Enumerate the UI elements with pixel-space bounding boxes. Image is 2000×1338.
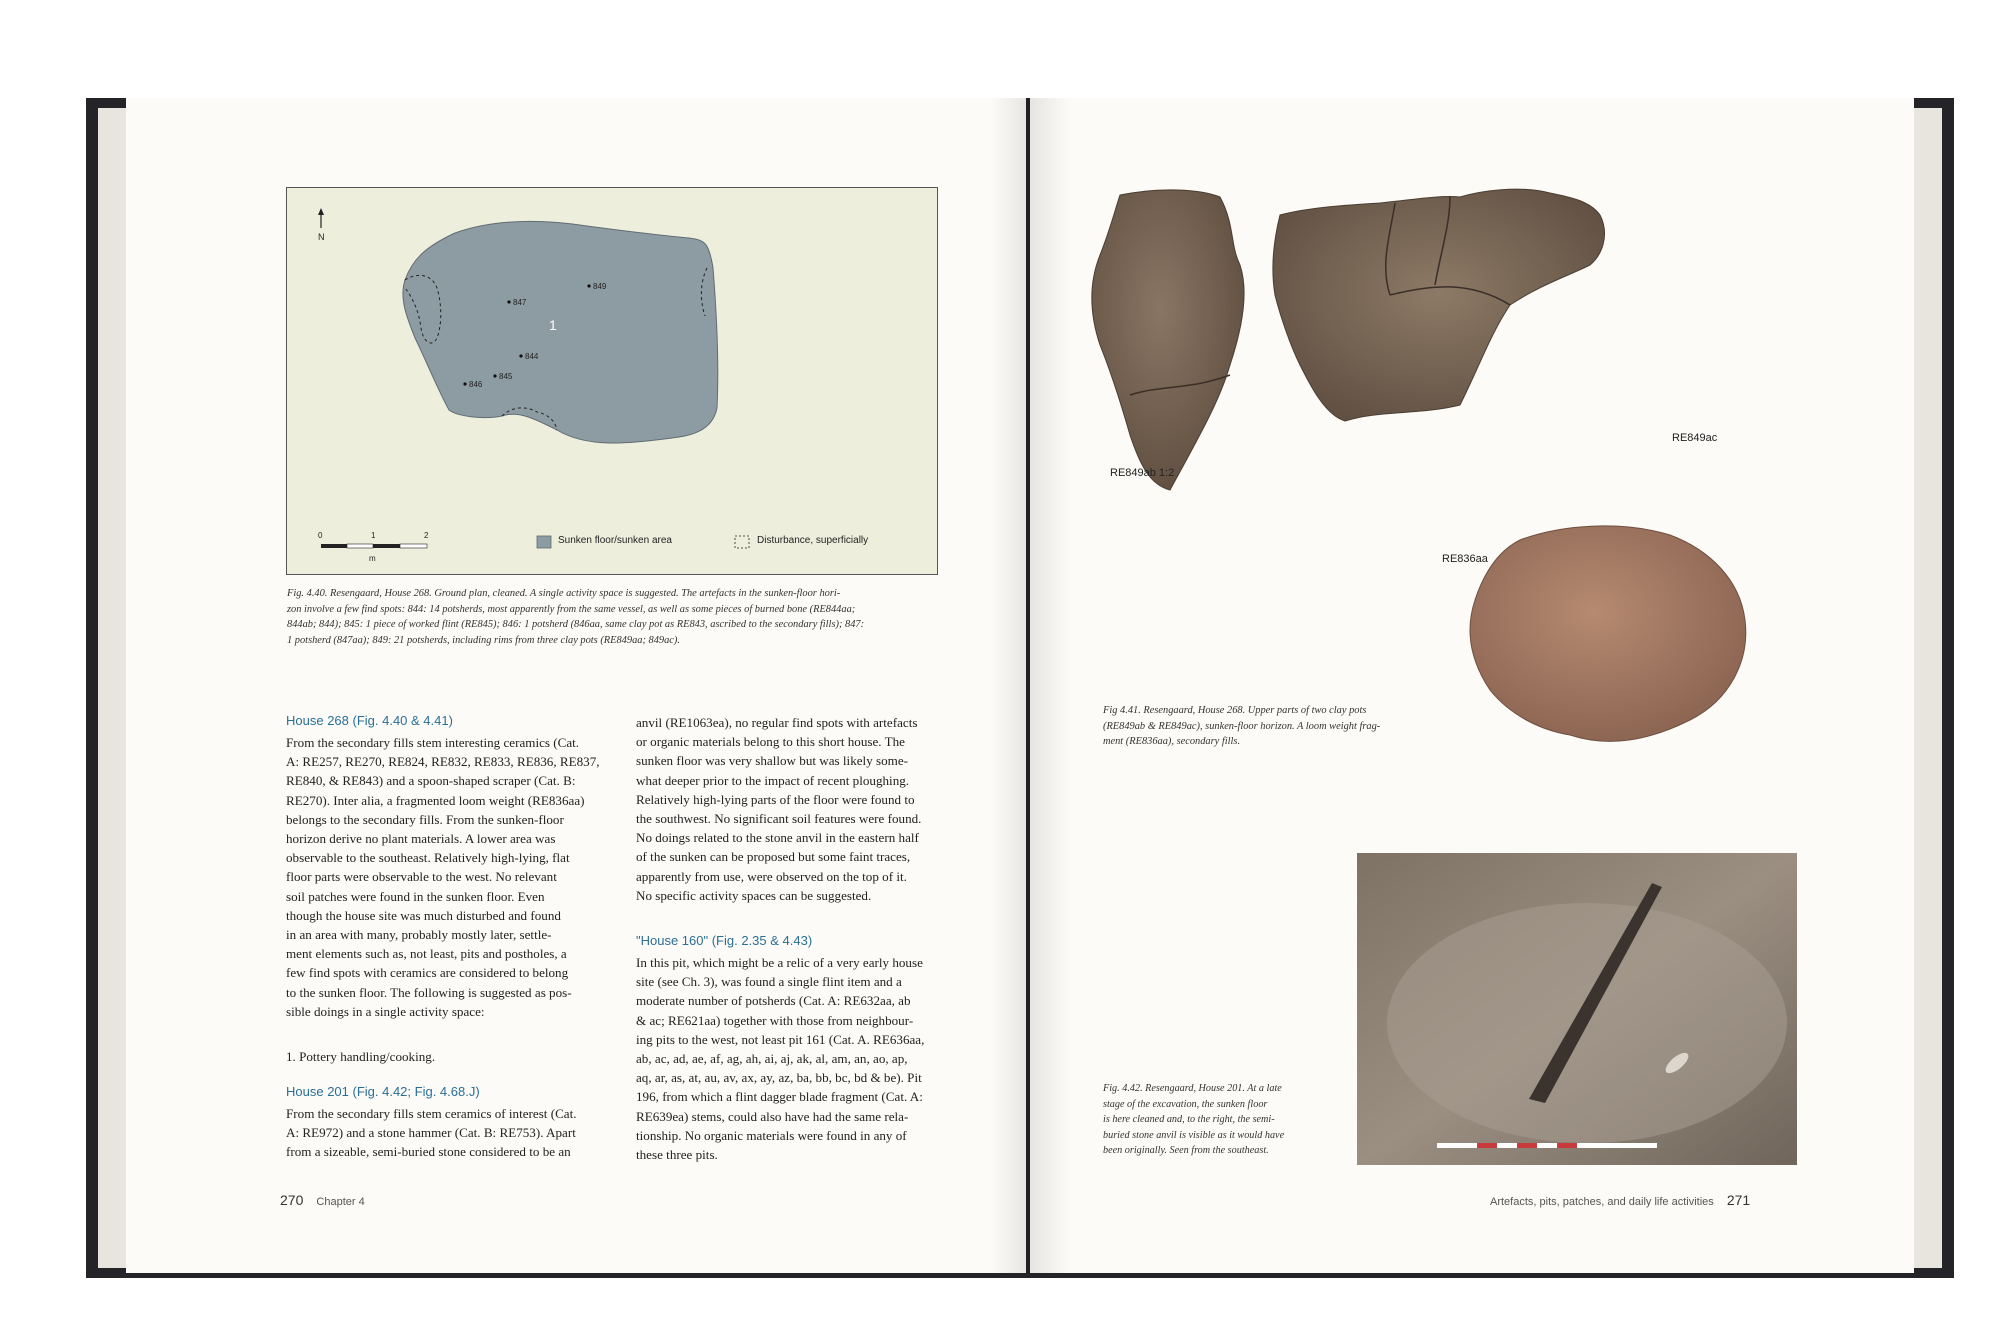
text-line: or organic materials belong to this short house. The xyxy=(636,734,905,750)
north-arrow-head-icon xyxy=(318,208,324,215)
label-re849ac: RE849ac xyxy=(1672,432,1718,444)
ground-plan-figure xyxy=(286,187,938,575)
text-line: what deeper prior to the impact of recent ploughing. xyxy=(636,772,910,788)
scale-tick-1: 1 xyxy=(371,531,376,540)
caption-line: 844ab; 844); 845: 1 piece of worked flint (RE845); 846: 1 potsherd (846aa, same clay pot as RE843, ascribed to the secondary fills); 847: xyxy=(287,619,865,631)
heading-house-201: House 201 (Fig. 4.42; Fig. 4.68.J) xyxy=(286,1084,480,1099)
ground-plan-svg xyxy=(287,188,939,576)
text-line: though the house site was much disturbed and found xyxy=(286,907,561,923)
text-line: RE270). Inter alia, a fragmented loom weight (RE836aa) xyxy=(286,792,585,808)
running-title: Artefacts, pits, patches, and daily life activities xyxy=(1490,1196,1714,1208)
text-line: & ac; RE621aa) together with those from neighbour- xyxy=(636,1012,914,1028)
left-page-footer xyxy=(280,1192,365,1208)
spot-849: 849 xyxy=(593,282,607,291)
right-page-edges xyxy=(1912,108,1942,1268)
text-line: horizon derive no plant materials. A lower area was xyxy=(286,831,556,847)
loom-weight-photo xyxy=(1460,520,1760,750)
legend-sunken-swatch xyxy=(537,536,551,548)
pottery-photo xyxy=(1090,185,1810,515)
heading-house-268: House 268 (Fig. 4.40 & 4.41) xyxy=(286,713,453,728)
caption-line: ment (RE836aa), secondary fills. xyxy=(1103,736,1241,748)
spot-846: 846 xyxy=(469,380,483,389)
text-line: RE639ea) stems, could also have had the same rela- xyxy=(636,1108,909,1124)
text-line: apparently from use, were observed on the top of it. xyxy=(636,868,907,884)
caption-line: buried stone anvil is visible as it would have xyxy=(1103,1129,1285,1141)
heading-house-160: "House 160" (Fig. 2.35 & 4.43) xyxy=(636,933,813,948)
text-line: sunken floor was very shallow but was likely some- xyxy=(636,753,909,769)
label-re836aa: RE836aa xyxy=(1442,553,1488,565)
text-line: sible doings in a single activity space: xyxy=(286,1003,485,1019)
scale-tick-2: 2 xyxy=(424,531,429,540)
text-line: the southwest. No significant soil features were found. xyxy=(636,811,922,827)
text-line: observable to the southeast. Relatively high-lying, flat xyxy=(286,850,570,866)
chapter-label: Chapter 4 xyxy=(316,1196,365,1208)
caption-line: 1 potsherd (847aa); 849: 21 potsherds, including rims from three clay pots (RE849aa; 849ac). xyxy=(287,634,680,646)
caption-line: Fig. 4.42. Resengaard, House 201. At a late xyxy=(1103,1083,1282,1094)
text-line: floor parts were observable to the west. No relevant xyxy=(286,869,557,885)
spot-847: 847 xyxy=(513,298,527,307)
text-line: soil patches were found in the sunken floor. Even xyxy=(286,888,545,904)
right-page-footer xyxy=(1490,1192,1750,1208)
measuring-rod xyxy=(1437,1143,1657,1148)
caption-line: is here cleaned and, to the right, the semi- xyxy=(1103,1114,1275,1126)
text-line: aq, ar, as, at, au, av, ax, ay, az, ba, bb, bc, bd & be). Pit xyxy=(636,1070,922,1086)
column-2-para-2 xyxy=(636,953,966,1164)
text-line: RE840, & RE843) and a spoon-shaped scraper (Cat. B: xyxy=(286,773,576,789)
text-line: No doings related to the stone anvil in the eastern half xyxy=(636,830,919,846)
text-line: moderate number of potsherds (Cat. A: RE632aa, ab xyxy=(636,993,911,1009)
text-line: No specific activity spaces can be suggested. xyxy=(636,887,872,903)
spot-845: 845 xyxy=(499,372,513,381)
figure-4-41-caption xyxy=(1103,703,1433,750)
caption-line: Fig 4.41. Resengaard, House 268. Upper parts of two clay pots xyxy=(1103,705,1367,716)
figure-4-42-caption xyxy=(1103,1081,1353,1159)
text-line: 196, from which a flint dagger blade fragment (Cat. A: xyxy=(636,1089,923,1105)
text-line: Relatively high-lying parts of the floor were found to xyxy=(636,791,915,807)
text-line: in an area with many, probably mostly later, settle- xyxy=(286,927,552,943)
text-line: tionship. No organic materials were found in any of xyxy=(636,1127,907,1143)
caption-line: zon involve a few find spots: 844: 14 potsherds, most apparently from the same vessel, as well as some pieces of burned bone (RE844aa; xyxy=(287,603,856,615)
caption-line: stage of the excavation, the sunken floor xyxy=(1103,1098,1268,1110)
text-line: In this pit, which might be a relic of a very early house xyxy=(636,955,923,970)
caption-line: been originally. Seen from the southeast. xyxy=(1103,1145,1269,1157)
text-line: ment elements such as, not least, pits and postholes, a xyxy=(286,946,567,962)
caption-line: (RE849ab & RE849ac), sunken-floor horizon. A loom weight frag- xyxy=(1103,720,1381,732)
caption-line: Fig. 4.40. Resengaard, House 268. Ground plan, cleaned. A single activity space is suggested. The artefacts in the sunken-floor hori- xyxy=(287,588,841,599)
legend-sunken-label: Sunken floor/sunken area xyxy=(558,535,672,546)
legend-disturbance-label: Disturbance, superficially xyxy=(757,535,869,546)
left-page-edges xyxy=(98,108,128,1268)
spot-844: 844 xyxy=(525,352,539,361)
text-line: these three pits. xyxy=(636,1147,718,1163)
text-line: ab, ac, ad, ae, af, ag, ah, ai, aj, ak, al, am, an, ao, ap, xyxy=(636,1051,908,1067)
text-line: from a sizeable, semi-buried stone considered to be an xyxy=(286,1144,571,1160)
page-number-270: 270 xyxy=(280,1192,304,1208)
column-1-para-1 xyxy=(286,733,611,1021)
text-line: ing pits to the west, not least pit 161 (Cat. A. RE636aa, xyxy=(636,1031,925,1047)
text-line: From the secondary fills stem interesting ceramics (Cat. xyxy=(286,735,580,750)
north-label: N xyxy=(318,232,325,242)
column-2-para-1 xyxy=(636,713,966,905)
sunken-floor-shape xyxy=(403,222,718,444)
legend-disturbance-swatch xyxy=(735,536,749,548)
label-re849ab: RE849ab 1:2 xyxy=(1110,467,1175,479)
text-line: site (see Ch. 3), was found a single flint item and a xyxy=(636,974,902,990)
text-line: few find spots with ceramics are considered to belong xyxy=(286,965,569,981)
activity-space-1: 1 xyxy=(549,317,557,333)
gutter-shadow xyxy=(990,98,1070,1273)
text-line: A: RE257, RE270, RE824, RE832, RE833, RE836, RE837, xyxy=(286,754,600,770)
pot-re849ab xyxy=(1092,190,1244,490)
text-line: belongs to the secondary fills. From the sunken-floor xyxy=(286,811,564,827)
excavation-photo xyxy=(1357,853,1797,1165)
text-line: A: RE972) and a stone hammer (Cat. B: RE753). Apart xyxy=(286,1125,576,1141)
text-line: anvil (RE1063ea), no regular find spots with artefacts xyxy=(636,715,918,730)
column-1-para-2 xyxy=(286,1104,611,1162)
page-number-271: 271 xyxy=(1726,1192,1751,1208)
pot-re849ac xyxy=(1273,189,1605,421)
text-line: From the secondary fills stem ceramics of interest (Cat. xyxy=(286,1106,577,1121)
text-line: of the sunken can be proposed but some faint traces, xyxy=(636,849,911,865)
figure-4-40-caption xyxy=(287,586,947,648)
loom-weight-shape xyxy=(1470,526,1746,741)
scale-unit: m xyxy=(369,554,376,563)
text-line: to the sunken floor. The following is suggested as pos- xyxy=(286,984,572,1000)
scale-tick-0: 0 xyxy=(318,531,323,540)
list-item-pottery: 1. Pottery handling/cooking. xyxy=(286,1049,436,1064)
